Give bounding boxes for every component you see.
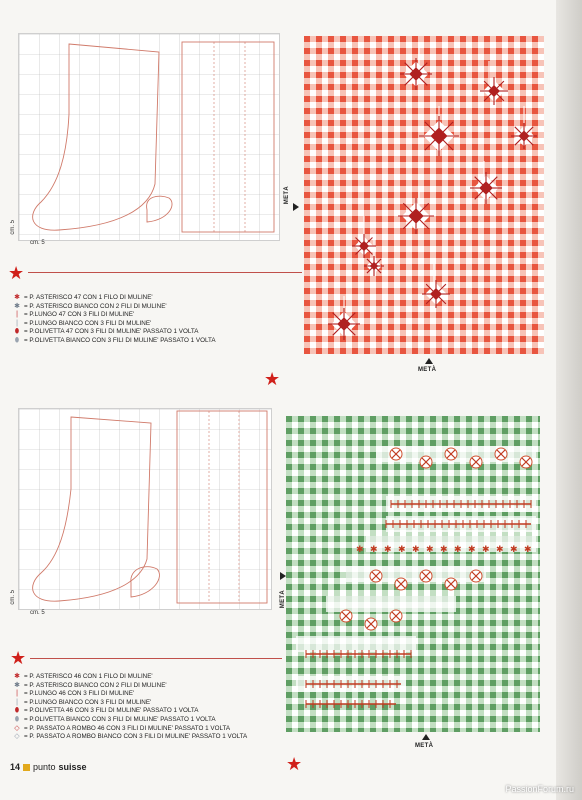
rosette-motif [390,448,402,460]
asterisk-red-icon: ✱ [14,294,20,301]
line-red-icon: | [16,690,18,698]
snowflake-motif [480,77,508,105]
rosette-motif [340,610,352,622]
legend-text: = P. PASSATO A ROMBO 46 CON 3 FILI DI MULINE' PASSATO 1 VOLTA [24,724,231,732]
rosette-motif [390,610,402,622]
snowflake-motif [364,256,384,276]
top-meta-side: METÀ [284,186,290,205]
legend-text: = P. ASTERISCO 46 CON 1 FILO DI MULINE' [24,673,153,680]
svg-text:✱: ✱ [468,545,476,555]
snowflake-motif [328,308,360,340]
rosette-motif [395,578,407,590]
legend-text: = P.LUNGO 46 CON 3 FILI DI MULINE' [24,690,135,698]
legend-item [10,294,216,303]
svg-text:✱: ✱ [496,545,504,555]
svg-text:✱: ✱ [412,545,420,555]
snowflake-motif [398,198,434,234]
legend-item [10,320,216,329]
bottom-divider [30,658,282,659]
legend-item [10,733,247,742]
top-stocking-pattern [19,34,279,240]
bottom-meta-side-arrow [280,572,286,580]
svg-text:✱: ✱ [482,545,490,555]
star-icon: ★ [10,648,27,668]
legend-text: = P.LUNGO BIANCO CON 3 FILI DI MULINE' [24,319,152,327]
stitch-band [296,636,416,652]
watermark: PassionForum.ru [505,784,574,794]
top-meta-bottom-arrow [425,358,433,364]
diamond-white-icon: ◇ [14,733,20,741]
snowflake-motif [511,123,537,149]
bottom-meta-side: METÀ [280,590,286,609]
legend-text: = P.OLIVETTA BIANCO CON 3 FILI DI MULINE' PASSATO 1 VOLTA [24,715,216,723]
star-icon: ★ [264,369,281,389]
legend-text: = P. ASTERISCO BIANCO CON 2 FILI DI MULINE' [24,681,167,689]
legend-item [10,716,247,725]
legend-text: = P. ASTERISCO 47 CON 1 FILO DI MULINE' [24,294,153,301]
rosette-motif [470,570,482,582]
legend-text: = P. ASTERISCO BIANCO CON 2 FILI DI MULINE' [24,302,167,310]
bottom-pattern-sheet [18,408,272,610]
bottom-stocking-pattern [19,409,271,609]
asterisk-red-icon: ✱ [14,673,20,680]
brand-square-icon [23,764,30,771]
legend-item [10,682,247,691]
legend-text: = P.OLIVETTA 46 CON 3 FILI DI MULINE' PASSATO 1 VOLTA [24,707,199,715]
top-dim-v: cm. 5 [10,220,16,235]
legend-item [10,699,247,708]
legend-text: = P.OLIVETTA BIANCO CON 3 FILI DI MULINE' PASSATO 1 VOLTA [24,336,216,344]
olive-white-icon: ⬮ [14,715,20,723]
svg-text:✱: ✱ [370,545,378,555]
diamond-red-icon: ◇ [14,724,20,732]
stitch-row [391,500,531,508]
legend-item [10,303,216,312]
top-dim-h: cm. 5 [30,240,45,246]
top-divider [28,272,302,273]
rosette-motif [495,448,507,460]
rosette-motif [365,618,377,630]
page-edge-shadow [556,0,582,800]
page-footer [10,762,87,772]
line-white-icon: | [16,698,18,706]
svg-text:✱: ✱ [454,545,462,555]
snowflake-motif [470,172,502,204]
svg-text:✱: ✱ [356,545,364,555]
legend-item [10,311,216,320]
legend-text: = P.LUNGO 47 CON 3 FILI DI MULINE' [24,311,135,319]
rosette-motif [520,456,532,468]
snowflake-motif [422,280,450,308]
rosette-motif [370,570,382,582]
svg-text:✱: ✱ [440,545,448,555]
asterisk-white-icon: ✱ [14,681,20,689]
svg-text:✱: ✱ [426,545,434,555]
page-number: 14 [10,762,21,772]
legend-text: = P.OLIVETTA 47 CON 3 FILI DI MULINE' PASSATO 1 VOLTA [24,328,199,336]
top-meta-side-arrow [293,203,299,211]
rosette-motif [445,448,457,460]
legend-item [10,690,247,699]
star-icon: ★ [286,754,303,774]
line-red-icon: | [16,311,18,319]
legend-item [10,337,216,346]
olive-white-icon: ⬮ [14,336,20,344]
rosette-motif [420,456,432,468]
legend-text: = P. PASSATO A ROMBO BIANCO CON 3 FILI DI MULINE' PASSATO 1 VOLTA [24,733,248,741]
bottom-embroidery-chart [286,416,540,732]
top-embroidery-chart [304,36,544,354]
top-pattern-sheet [18,33,280,241]
svg-text:✱: ✱ [510,545,518,555]
snowflake-motif [419,116,459,156]
bottom-meta-bottom-arrow [422,734,430,740]
olive-red-icon: ⬮ [14,707,20,715]
legend-item [10,707,247,716]
top-meta-bottom: METÀ [418,367,437,373]
magazine-name-a: punto [33,762,56,772]
svg-text:✱: ✱ [384,545,392,555]
bottom-dim-h: cm. 5 [30,610,45,616]
magazine-name-b: suisse [58,762,87,772]
top-legend [10,294,216,346]
snowflake-motif [352,234,376,258]
rosette-motif [470,456,482,468]
bottom-legend [10,673,247,742]
legend-text: = P.LUNGO BIANCO CON 3 FILI DI MULINE' [24,698,152,706]
red-gingham-chart [304,36,544,354]
star-icon: ★ [8,263,25,283]
rosette-motif [445,578,457,590]
asterisk-white-icon: ✱ [14,302,20,310]
svg-text:✱: ✱ [398,545,406,555]
line-white-icon: | [16,319,18,327]
bottom-meta-bottom: METÀ [415,743,434,749]
snowflake-motif [400,58,432,90]
bottom-dim-v: cm. 5 [10,590,16,605]
green-gingham-chart [286,416,540,732]
legend-item [10,328,216,337]
legend-item [10,673,247,682]
svg-text:✱: ✱ [524,545,532,555]
olive-red-icon: ⬮ [14,328,20,336]
legend-item [10,725,247,734]
rosette-motif [420,570,432,582]
stitch-band [346,566,486,582]
